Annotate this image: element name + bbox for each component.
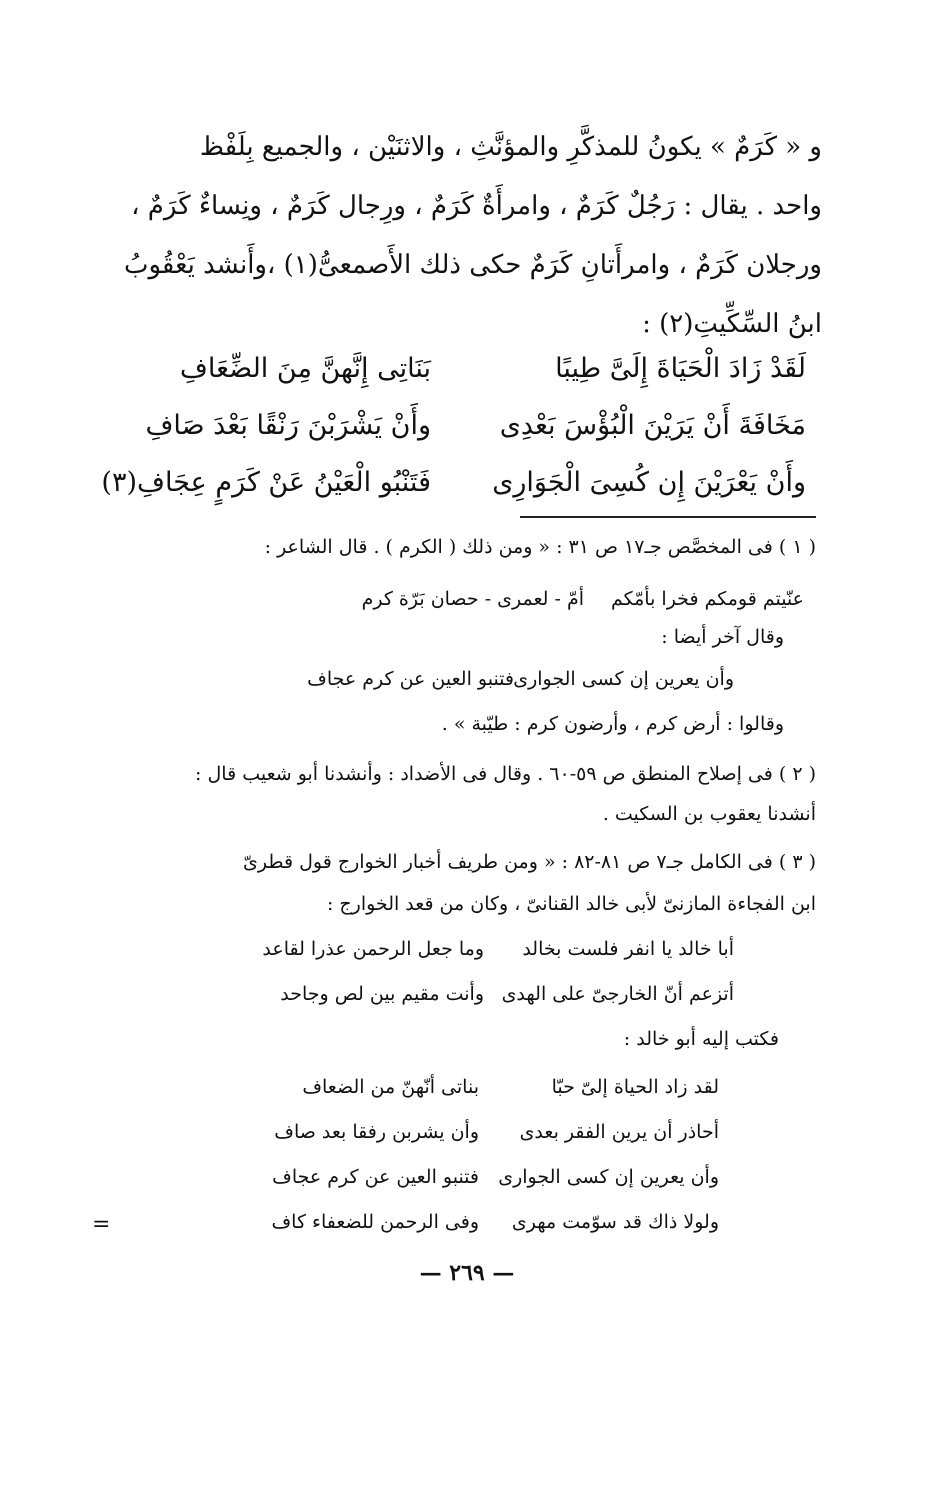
- verse-hemistich-second: أمّ - لعمرى - حصان بَرّة كرم: [361, 588, 584, 610]
- verse-hemistich-first: أبا خالد يا انفر فلست بخالد: [522, 938, 734, 960]
- footnote-3-line-2: ابن الفجاءة المازنىّ لأبى خالد القنانىّ ، وكان من قعد الخوارج :: [326, 893, 816, 915]
- footnote-3-verse-a1: [194, 930, 734, 968]
- footnote-3-line-1: ( ٣ ) فى الكامل جـ٧ ص ٨١-٨٢ : « ومن طريف أخبار الخوارج قول قطرىّ: [243, 851, 816, 873]
- verse-hemistich-first: لقد زاد الحياة إلىّ حبّا: [551, 1076, 719, 1098]
- footnote-3-verse-b3: [219, 1158, 719, 1196]
- verse-hemistich-second: وأن يشربن رفقا بعد صاف: [274, 1121, 479, 1143]
- main-line-4: ابنُ السِّكِّيتِ(٢) :: [642, 309, 822, 339]
- footnote-3-verse-b4: [219, 1203, 719, 1241]
- verse-hemistich-first: وأن يعرين إن كسى الجوارى: [498, 1166, 719, 1188]
- main-poem: [101, 340, 806, 511]
- continuation-mark: =: [92, 1212, 111, 1237]
- main-paragraph: [122, 118, 822, 354]
- footnote-2-line-1: ( ٢ ) فى إصلاح المنطق ص ٥٩-٦٠ . وقال فى الأضداد : وأنشدنا أبو شعيب قال :: [195, 763, 816, 785]
- footnote-3-line-3: فكتب إليه أبو خالد :: [623, 1028, 779, 1050]
- verse-hemistich-first: عنّيتم قومكم فخرا بأمّكم: [610, 588, 804, 610]
- footnote-1-verse-1: [334, 580, 804, 618]
- page-number: — ٢٦٩ —: [419, 1260, 515, 1286]
- verse-hemistich-second: وما جعل الرحمن عذرا لقاعد: [262, 938, 484, 960]
- footnote-1-line-3: وقالوا : أرض كرم ، وأرضون كرم : طيّبة » .: [441, 713, 784, 735]
- poem-hemistich-first: وأَنْ يَعْرَيْنَ إِن كُسِىَ الْجَوَارِى: [492, 467, 806, 498]
- footnote-1-verse-2: [264, 660, 734, 698]
- poem-verse: [106, 340, 806, 397]
- main-line-1: و « كَرَمٌ » يكونُ للمذكَّرِ والمؤنَّثِ ، والاثنَيْن ، والجميع بِلَفْظ: [199, 132, 822, 162]
- footnote-3-verse-b2: [219, 1113, 719, 1151]
- footnote-3-verse-b1: [219, 1068, 719, 1106]
- verse-hemistich-first: أحاذر أن يرين الفقر بعدى: [519, 1121, 719, 1143]
- main-line-2: واحد . يقال : رَجُلٌ كَرَمٌ ، وامرأَةٌ كَرَمٌ ، ورِجال كَرَمٌ ، ونِساءٌ كَرَمٌ ،: [131, 191, 822, 221]
- poem-hemistich-second: وأَنْ يَشْرَبْنَ رَنْقًا بَعْدَ صَافِ: [145, 410, 431, 441]
- footnote-1-line-1: ( ١ ) فى المخصَّص جـ١٧ ص ٣١ : « ومن ذلك ( الكرم ) . قال الشاعر :: [264, 536, 816, 558]
- footnote-1: [116, 528, 816, 566]
- verse-hemistich-second: فتنبو العين عن كرم عجاف: [307, 668, 514, 690]
- verse-hemistich-second: وفى الرحمن للضعفاء كاف: [271, 1211, 479, 1233]
- verse-hemistich-first: ولولا ذاك قد سوّمت مهرى: [511, 1211, 719, 1233]
- verse-hemistich-first: وأن يعرين إن كسى الجوارى: [513, 668, 734, 690]
- footnote-1-line-2: وقال آخر أيضا :: [661, 626, 784, 648]
- poem-verse: [106, 397, 806, 454]
- verse-hemistich-first: أتزعم أنّ الخارجىّ على الهدى: [501, 983, 734, 1005]
- poem-verse: [101, 454, 806, 511]
- poem-hemistich-first: مَخَافَةَ أَنْ يَرَيْنَ الْبُؤْسَ بَعْدِى: [499, 410, 806, 441]
- verse-hemistich-second: بناتى أنّهنّ من الضعاف: [302, 1076, 479, 1098]
- footnote-3-verse-a2: [194, 975, 734, 1013]
- footnote-divider: [520, 516, 816, 518]
- main-line-3: ورجلان كَرَمٌ ، وامرأَتانِ كَرَمٌ حكى ذلك الأَصمعىُّ(١) ،وأَنشد يَعْقُوبُ: [124, 250, 822, 280]
- poem-hemistich-second: فَتَنْبُو الْعَيْنُ عَنْ كَرَمٍ عِجَافِ(٣): [101, 467, 431, 498]
- verse-hemistich-second: فتنبو العين عن كرم عجاف: [272, 1166, 479, 1188]
- poem-hemistich-first: لَقَدْ زَادَ الْحَيَاةَ إِلَىَّ طِيبًا: [555, 353, 806, 384]
- poem-hemistich-second: بَنَاتِى إِنَّهنَّ مِنَ الضِّعَافِ: [179, 353, 431, 384]
- verse-hemistich-second: وأنت مقيم بين لص وجاحد: [280, 983, 484, 1005]
- footnote-2-line-2: أنشدنا يعقوب بن السكيت .: [602, 803, 816, 825]
